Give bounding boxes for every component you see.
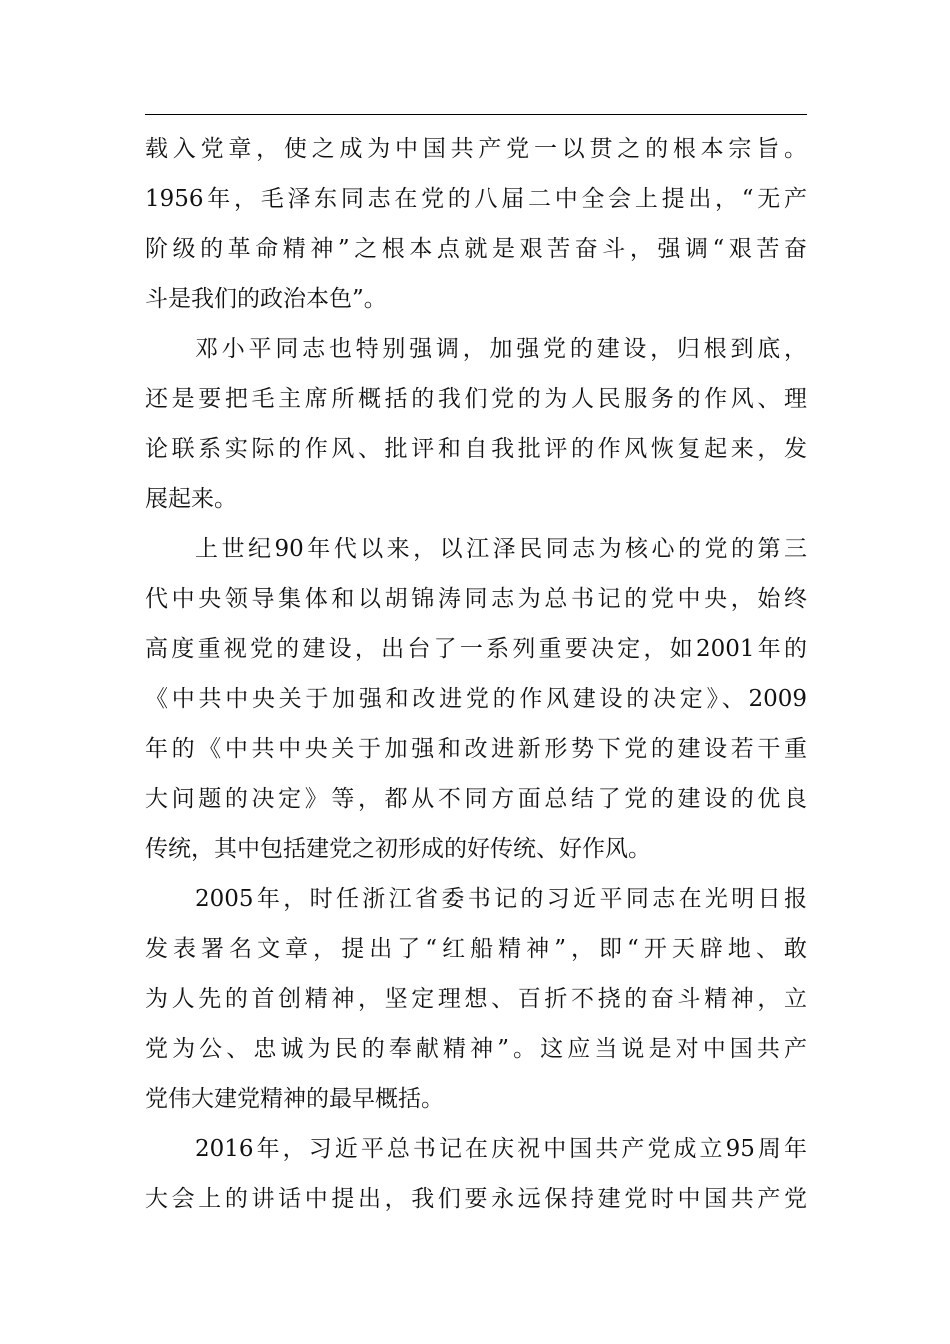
text-line: 代中央领导集体和以胡锦涛同志为总书记的党中央，始终 bbox=[145, 586, 807, 612]
text-line: 载入党章，使之成为中国共产党一以贯之的根本宗旨。 bbox=[145, 136, 807, 162]
text-line: 年的《中共中央关于加强和改进新形势下党的建设若干重 bbox=[145, 736, 807, 762]
text-line: 《中共中央关于加强和改进党的作风建设的决定》、2009 bbox=[145, 686, 807, 712]
text-line: 高度重视党的建设，出台了一系列重要决定，如2001年的 bbox=[145, 636, 807, 662]
text-line: 2005年，时任浙江省委书记的习近平同志在光明日报 bbox=[195, 886, 807, 912]
text-line: 还是要把毛主席所概括的我们党的为人民服务的作风、理 bbox=[145, 386, 807, 412]
text-line: 传统，其中包括建党之初形成的好传统、好作风。 bbox=[145, 836, 651, 862]
text-line: 2016年，习近平总书记在庆祝中国共产党成立95周年 bbox=[195, 1136, 807, 1162]
text-line: 邓小平同志也特别强调，加强党的建设，归根到底， bbox=[195, 336, 807, 362]
text-line: 为人先的首创精神，坚定理想、百折不挠的奋斗精神，立 bbox=[145, 986, 807, 1012]
paragraph-party-constitution bbox=[145, 124, 807, 324]
text-line: 阶级的革命精神”之根本点就是艰苦奋斗，强调“艰苦奋 bbox=[145, 236, 807, 262]
text-line: 1956年，毛泽东同志在党的八届二中全会上提出，“无产 bbox=[145, 186, 807, 212]
text-line: 斗是我们的政治本色”。 bbox=[145, 286, 387, 312]
paragraph-1990s bbox=[145, 524, 807, 874]
text-line: 大会上的讲话中提出，我们要永远保持建党时中国共产党 bbox=[145, 1186, 807, 1212]
text-line: 展起来。 bbox=[145, 486, 237, 512]
text-line: 党为公、忠诚为民的奉献精神”。这应当说是对中国共产 bbox=[145, 1036, 807, 1062]
paragraph-2016 bbox=[145, 1124, 807, 1224]
text-line: 上世纪90年代以来，以江泽民同志为核心的党的第三 bbox=[195, 536, 807, 562]
text-line: 发表署名文章，提出了“红船精神”，即“开天辟地、敢 bbox=[145, 936, 807, 962]
text-line: 党伟大建党精神的最早概括。 bbox=[145, 1086, 444, 1112]
body-text bbox=[145, 124, 807, 1224]
text-line: 大问题的决定》等，都从不同方面总结了党的建设的优良 bbox=[145, 786, 807, 812]
paragraph-red-boat-spirit bbox=[145, 874, 807, 1124]
paragraph-deng-xiaoping bbox=[145, 324, 807, 524]
header-rule bbox=[145, 114, 807, 115]
text-line: 论联系实际的作风、批评和自我批评的作风恢复起来，发 bbox=[145, 436, 807, 462]
